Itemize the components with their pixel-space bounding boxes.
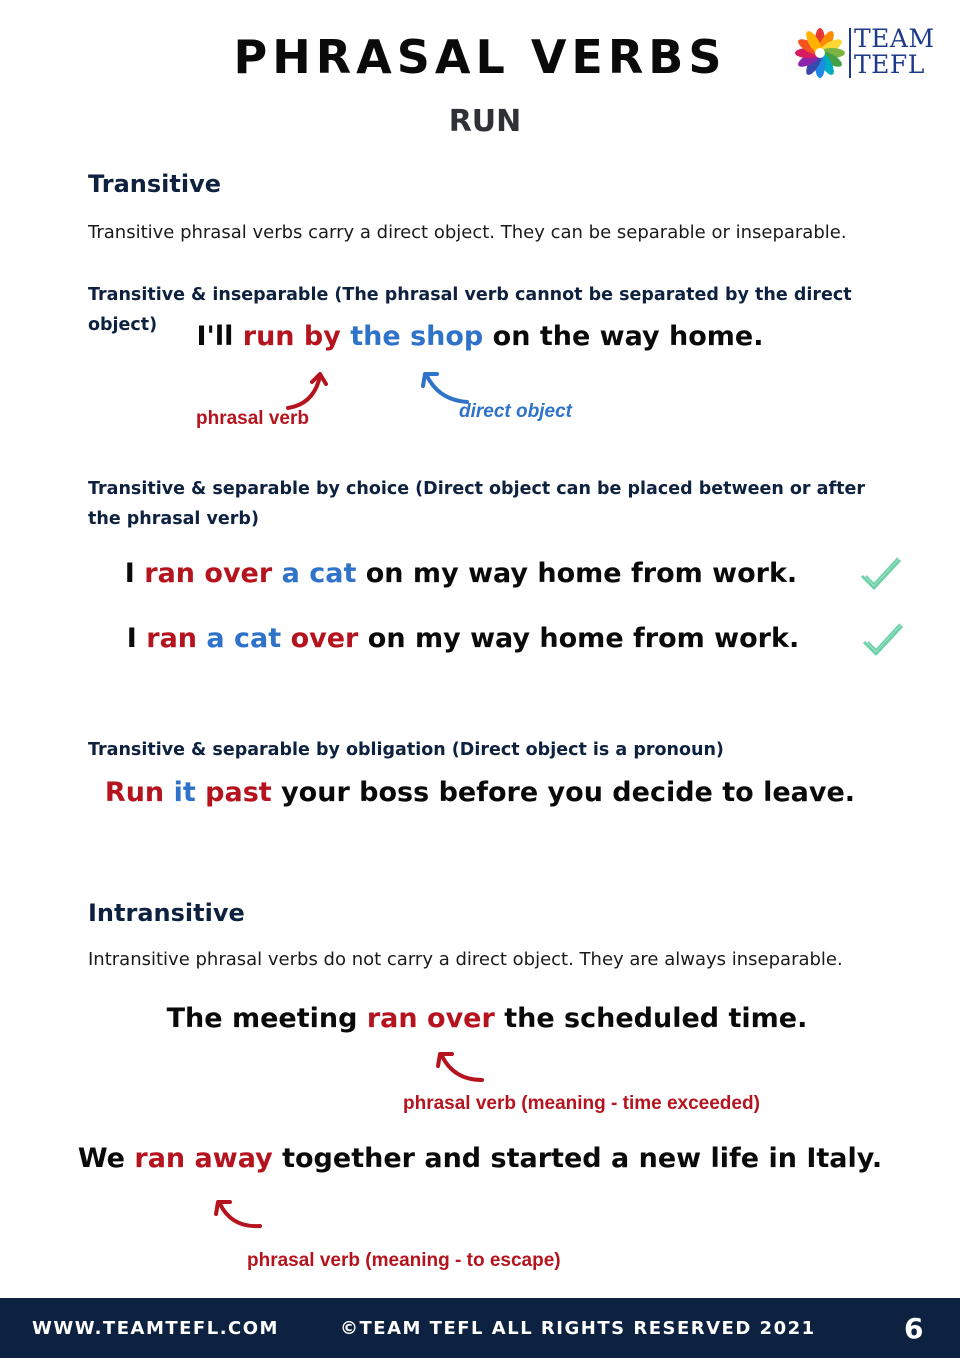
phrasal-verb: run by <box>242 321 341 352</box>
intransitive-description: Intransitive phrasal verbs do not carry a direct object. They are always inseparable. <box>88 949 843 970</box>
direct-object: the shop <box>350 321 484 352</box>
direct-object-label: direct object <box>459 401 572 422</box>
example-text: I <box>126 623 147 654</box>
separable-example-1 <box>0 558 922 589</box>
logo-text <box>854 26 935 78</box>
intransitive-heading: Intransitive <box>88 899 245 927</box>
intransitive-example-1 <box>0 1003 960 1034</box>
curved-arrow-icon <box>208 1194 268 1238</box>
page-subtitle: RUN <box>448 104 522 139</box>
phrasal-verb: ran away <box>134 1143 273 1174</box>
example-text: on my way home from work. <box>356 558 798 589</box>
check-icon <box>860 620 906 660</box>
example-text: on the way home. <box>483 321 764 352</box>
phrasal-verb-particle: over <box>290 623 359 654</box>
phrasal-verb-particle: past <box>205 777 272 808</box>
example-text: The meeting <box>166 1003 367 1034</box>
inseparable-example <box>0 321 960 352</box>
example-text: your boss before you decide to leave. <box>271 777 856 808</box>
page-number: 6 <box>904 1312 925 1345</box>
phrasal-verb-meaning-label: phrasal verb (meaning - time exceeded) <box>403 1093 760 1114</box>
transitive-description: Transitive phrasal verbs carry a direct object. They can be separable or inseparable. <box>88 222 847 243</box>
separable-choice-heading: Transitive & separable by choice (Direct object can be placed between or after the phrasal verb) <box>88 479 865 529</box>
phrasal-verb: Run <box>104 777 165 808</box>
direct-object: a cat <box>281 558 357 589</box>
direct-object: a cat <box>206 623 282 654</box>
example-text: on my way home from work. <box>358 623 800 654</box>
footer-website-link[interactable]: WWW.TEAMTEFL.COM <box>32 1318 279 1339</box>
example-text: I'll <box>196 321 243 352</box>
separable-obligation-heading: Transitive & separable by obligation (Direct object is a pronoun) <box>88 740 724 760</box>
page-title: PHRASAL VERBS <box>233 30 727 84</box>
example-text: together and started a new life in Italy. <box>272 1143 883 1174</box>
curved-arrow-icon <box>430 1046 490 1090</box>
inseparable-heading: Transitive & inseparable (The phrasal verb cannot be separated by the direct object) <box>88 285 852 335</box>
logo-divider <box>849 28 851 78</box>
phrasal-verb-part: ran <box>146 623 198 654</box>
check-icon <box>858 554 904 594</box>
separable-example-2 <box>0 623 926 654</box>
transitive-heading: Transitive <box>88 170 221 198</box>
example-text: I <box>124 558 145 589</box>
logo-flower-icon <box>794 26 846 80</box>
footer-copyright: ©TEAM TEFL ALL RIGHTS RESERVED 2021 <box>340 1318 816 1339</box>
intransitive-example-2 <box>0 1143 960 1174</box>
footer-bar <box>0 1298 960 1358</box>
example-text: We <box>77 1143 135 1174</box>
team-tefl-logo <box>794 26 936 82</box>
phrasal-verb: ran over <box>366 1003 495 1034</box>
phrasal-verb-meaning-label: phrasal verb (meaning - to escape) <box>247 1250 561 1271</box>
phrasal-verb: ran over <box>144 558 273 589</box>
phrasal-verb-label: phrasal verb <box>196 408 309 429</box>
example-text: the scheduled time. <box>494 1003 808 1034</box>
logo-line-team: TEAM <box>854 24 935 53</box>
direct-object: it <box>173 777 196 808</box>
obligation-example <box>0 777 960 808</box>
logo-line-tefl: TEFL <box>854 50 925 79</box>
